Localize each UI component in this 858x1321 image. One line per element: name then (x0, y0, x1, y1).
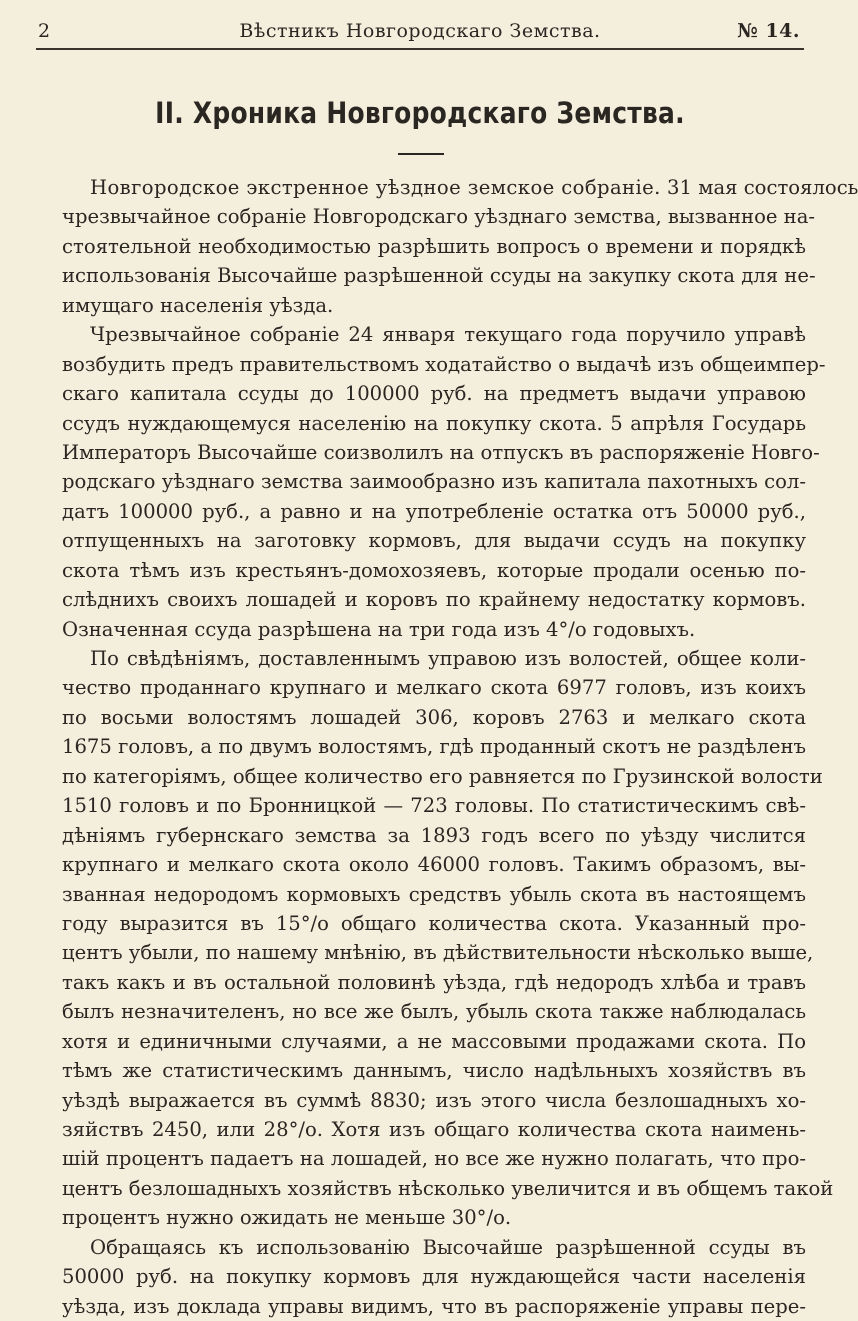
issue-number: № 14. (737, 20, 800, 42)
text-line: году выразится въ 15°/о общаго количества скота. Указанный про- (62, 911, 806, 935)
text-line: По свѣдѣніямъ, доставленнымъ управою изъ волостей, общее коли- (90, 647, 806, 670)
text-line: Чрезвычайное собраніе 24 января текущаго года поручило управѣ (90, 323, 806, 347)
text-line: слѣднихъ своихъ лошадей и коровъ по крайнему недостатку кормовъ. (62, 588, 806, 612)
text-line: по восьми волостямъ лошадей 306, коровъ 2763 и мелкаго скота (62, 705, 806, 729)
text-line: крупнаго и мелкаго скота около 46000 головъ. Такимъ образомъ, вы- (62, 853, 806, 877)
text-line: Новгородское экстренное уѣздное земское собраніе. 31 мая состоялось (90, 176, 858, 199)
text-line: Означенная ссуда разрѣшена на три года изъ 4°/о годовыхъ. (62, 617, 696, 641)
text-line: званная недородомъ кормовыхъ средствъ убыль скота въ настоящемъ (62, 882, 806, 906)
text-line: такъ какъ и въ остальной половинѣ уѣзда, гдѣ недородъ хлѣба и травъ (62, 970, 806, 994)
text-line: тѣмъ же статистическимъ даннымъ, число надѣльныхъ хозяйствъ въ (62, 1059, 806, 1083)
text-line: 50000 руб. на покупку кормовъ для нуждающейся части населенія (62, 1265, 806, 1289)
text-line: хотя и единичными случаями, а не массовыми продажами скота. По (62, 1029, 806, 1053)
body-text (62, 173, 858, 1321)
text-line: ссудъ нуждающемуся населенію на покупку скота. 5 апрѣля Государь (62, 411, 806, 435)
text-line: Императоръ Высочайше соизволилъ на отпускъ въ распоряженіе Новго- (62, 440, 820, 464)
text-line: по категоріямъ, общее количество его равняется по Грузинской волости (62, 764, 823, 788)
text-line: былъ незначителенъ, но все же былъ, убыль скота также наблюдалась (62, 1000, 806, 1024)
text-line: 1510 головъ и по Бронницкой — 723 головы. По статистическимъ свѣ- (62, 794, 806, 818)
running-header (36, 14, 804, 50)
text-line: использованія Высочайше разрѣшенной ссуды на закупку скота для не- (62, 264, 816, 288)
text-line: скаго капитала ссуды до 100000 руб. на предметъ выдачи управою (62, 382, 806, 406)
text-line: 1675 головъ, а по двумъ волостямъ, гдѣ проданный скотъ не раздѣленъ (62, 735, 806, 759)
text-line: имущаго населенія уѣзда. (62, 293, 334, 317)
page-number: 2 (38, 20, 51, 42)
text-line: скота тѣмъ изъ крестьянъ-домохозяевъ, которые продали осенью по- (62, 558, 806, 582)
text-line: Обращаясь къ использованію Высочайше разрѣшенной ссуды въ (90, 1235, 806, 1259)
journal-title: Вѣстникъ Новгородскаго Земства. (239, 20, 601, 42)
text-line: процентъ нужно ожидать не меньше 30°/о. (62, 1206, 512, 1230)
text-line: родскаго уѣзднаго земства заимообразно изъ капитала пахотныхъ сол- (62, 470, 806, 494)
text-line: датъ 100000 руб., а равно и на употребленіе остатка отъ 50000 руб., (62, 499, 806, 523)
text-line: стоятельной необходимостью разрѣшить вопросъ о времени и порядкѣ (62, 234, 806, 258)
text-line: чество проданнаго крупнаго и мелкаго скота 6977 головъ, изъ коихъ (62, 676, 806, 700)
section-title: II. Хроника Новгородскаго Земства. (155, 96, 685, 130)
text-line: возбудить предъ правительствомъ ходатайство о выдачѣ изъ общеимпер- (62, 352, 826, 376)
text-line: шій процентъ падаетъ на лошадей, но все же нужно полагать, что про- (62, 1147, 806, 1171)
text-line: отпущенныхъ на заготовку кормовъ, для выдачи ссудъ на покупку (62, 529, 806, 553)
paragraph-rubric: Новгородское экстренное уѣздное земское собраніе. (90, 176, 661, 199)
text-line: дѣніямъ губернскаго земства за 1893 годъ всего по уѣзду числится (62, 823, 806, 847)
text-line: центъ убыли, по нашему мнѣнію, въ дѣйствительности нѣсколько выше, (62, 941, 814, 965)
text-line: чрезвычайное собраніе Новгородскаго уѣзднаго земства, вызванное на- (62, 205, 816, 229)
text-line: центъ безлошадныхъ хозяйствъ нѣсколько увеличится и въ общемъ такой (62, 1176, 834, 1200)
text-line: зяйствъ 2450, или 28°/о. Хотя изъ общаго количества скота наимень- (62, 1118, 806, 1141)
title-divider (398, 153, 444, 155)
text-line: уѣздѣ выражается въ суммѣ 8830; изъ этого числа безлошадныхъ хо- (62, 1088, 806, 1112)
text-line: уѣзда, изъ доклада управы видимъ, что въ распоряженіе управы пере- (62, 1294, 806, 1318)
